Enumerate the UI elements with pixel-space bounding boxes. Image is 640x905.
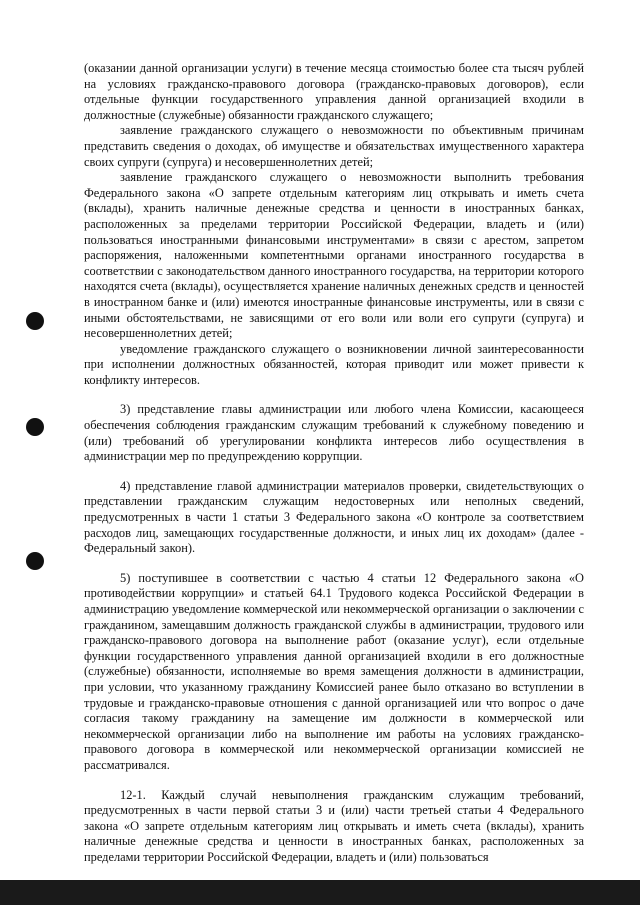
paragraph-12-1: 12-1. Каждый случай невыполнения гражданским служащим требований, предусмотренных в части первой статьи 3 и (или) части третьей статьи 4 Федерального закона «О запрете отдельным категориям лиц открывать и иметь счета (вклады), хранить наличные денежные средства и ценности в иностранных банках, расположенных за пределами территории Российской Федерации, владеть и (или) пользоваться <box>84 787 584 864</box>
paragraph-conflict-of-interest: уведомление гражданского служащего о возникновении личной заинтересованности при исполнении должностных обязанностей, которая приводит или может привести к конфликту интересов. <box>84 341 584 387</box>
paragraph-item-3: 3) представление главы администрации или любого члена Комиссии, касающееся обеспечения соблюдения гражданским служащим требований к служебному поведению и (или) требований об урегулировании конфликта интересов либо осуществления в администрации мер по предупреждению коррупции. <box>84 402 584 464</box>
paragraph-continuation: (оказании данной организации услуги) в течение месяца стоимостью более ста тысяч рублей на условиях гражданско-правового договора (гражданско-правовых договоров), если отдельные функции государственного управления данной организацией входили в должностные (служебные) обязанности гражданского служащего; <box>84 61 584 122</box>
document-body <box>84 61 584 866</box>
punch-hole <box>26 312 44 330</box>
paragraph-item-4: 4) представление главой администрации материалов проверки, свидетельствующих о представлении гражданским служащим недостоверных или неполных сведений, предусмотренных в части 1 статьи 3 Федерального закона «О контроле за соответствием расходов лиц, замещающих государственные должности, и иных лиц их доходам» (далее - Федеральный закон). <box>84 478 584 556</box>
paragraph-foreign-accounts: заявление гражданского служащего о невозможности выполнить требования Федерального закона «О запрете отдельным категориям лиц открывать и иметь счета (вклады), хранить наличные денежные средства и ценности в иностранных банках, расположенных за пределами территории Российской Федерации, владеть и (или) пользоваться иностранными финансовыми инструментами» в связи с арестом, запретом распоряжения, наложенными компетентными органами иностранного государства в соответствии с законодательством данного иностранного государства, на территории которого находятся счета (вклады), осуществляется хранение наличных денежных средств и ценностей в иностранном банке и (или) имеются иностранные финансовые инструменты, или в связи с иными обстоятельствами, не зависящими от его воли или воли его супруги (супруга) и несовершеннолетних детей; <box>84 170 584 341</box>
scan-edge-bar <box>0 880 640 905</box>
punch-hole <box>26 552 44 570</box>
paragraph-item-5: 5) поступившее в соответствии с частью 4 статьи 12 Федерального закона «О противодействии коррупции» и статьей 64.1 Трудового кодекса Российской Федерации в администрацию уведомление коммерческой или некоммерческой организации о заключении с гражданином, замещавшим должность гражданской службы в администрации, трудового или гражданско-правового договора на выполнение работ (оказание услуг), если отдельные функции государственного управления данной организацией входили в его должностные (служебные) обязанности, исполняемые во время замещения должности в администрации, при условии, что указанному гражданину Комиссией ранее было отказано во вступлении в трудовые и гражданско-правовые отношения с данной организацией или что вопрос о даче согласия такому гражданину на замещение им должности в коммерческой или некоммерческой организации либо на выполнение им работы на условиях гражданско-правового договора в коммерческой или некоммерческой организации комиссией не рассматривался. <box>84 570 584 772</box>
paragraph-income-statement: заявление гражданского служащего о невозможности по объективным причинам представить сведения о доходах, об имуществе и обязательствах имущественного характера своих супруги (супруга) и несовершеннолетних детей; <box>84 123 584 169</box>
punch-hole <box>26 418 44 436</box>
